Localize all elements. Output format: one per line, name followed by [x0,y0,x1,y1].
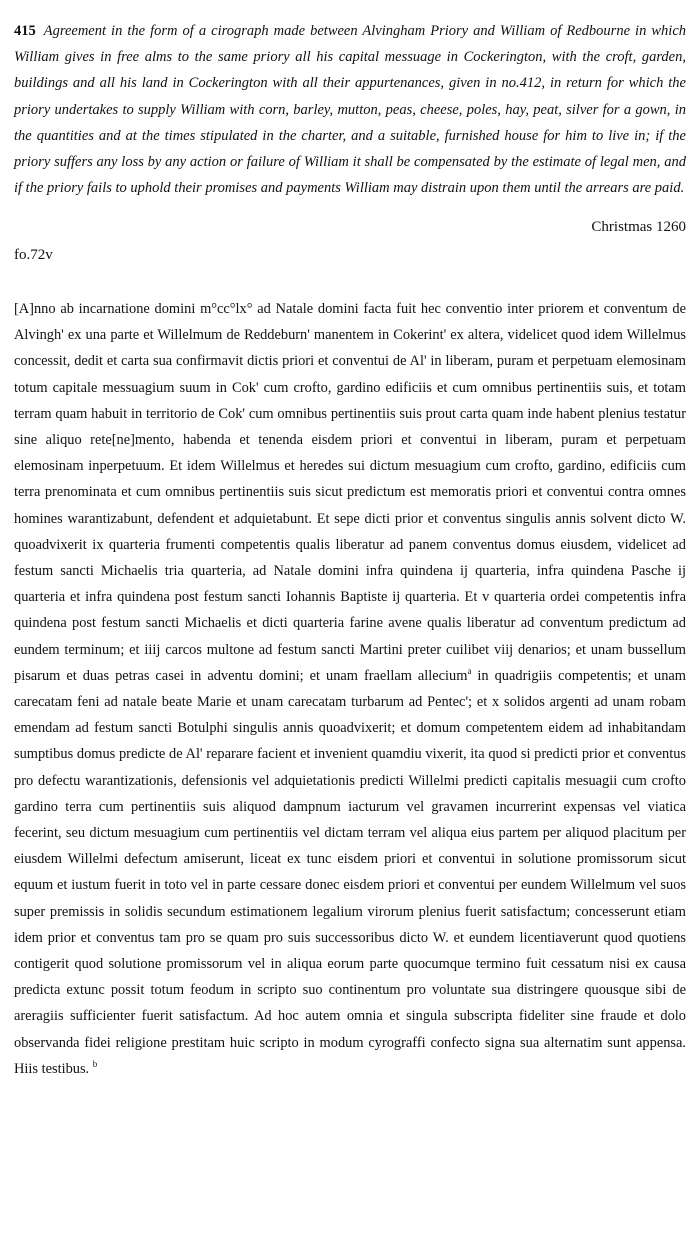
charter-text-part-2: in quadrigiis competentis; et unam carecatam feni ad natale beate Marie et unam carecatam turbarum ad Pentec'; et x solidos argenti ad unam robam emendam ad festum sancti Botulphi singulis annis quoadvixerit; et domum competentem eidem ad inhabitandam sumptibus domus predicte de Al' reparare facient et invenient quamdiu vixerit, ita quod si predicti prior et conventus pro defectu warantizationis, defensionis vel adquietationis predicti Willelmi predicti capitalis mesuagii cum crofto gardino terra cum pertinentiis suis aliquod dampnum iacturum vel gravamen incurrerint expensas vel viatica fecerint, seu dictum mesuagium cum pertinentiis vel dictam terram vel aliqua eius partem per aliquod placitum per eiusdem Willelmi defectum amiserunt, liceat ex tunc eisdem priori et conventui in solutione promissorum sicut equum et iustum fuerit in toto vel in parte cessare donec eisdem priori et conventui per eundem Willelmum vel suos super premissis in solidis secundum estimationem legalium virorum plenius fuerit satisfactum; concesserunt etiam idem prior et conventus tam pro se quam pro suis successoribus dicto W. et eundem licentiaverunt quod quotiens contigerit quod solutione promissorum vel in aliqua eorum parte quocumque termino fuit cessatum nisi ex causa predicta extunc possit totum feodum in scripto suo continentum pro voluntate sua distringere quousque sibi de areragiis sufficienter fuerit satisfactum. Ad hoc autem omnia et singula subscripta fideliter sine fraude et dolo observanda fidei religione prestitam huic scripto in modum cyrograffi confecto signa sua alternatim sunt appensa. Hiis testibus. [14,667,686,1077]
entry-number: 415 [14,23,36,39]
entry-summary-text: Agreement in the form of a cirograph made between Alvingham Priory and William of Redbourne in which William gives in free alms to the same priory all his capital messuage in Cockerington, with the croft, garden, buildings and all his land in Cockerington with all their appurtenances, given in no.412, in return for which the priory undertakes to supply William with corn, barley, mutton, peas, cheese, poles, hay, peat, silver for a gown, in the quantities and at the times stipulated in the charter, and a suitable, furnished house for him to live in; if the priory suffers any loss by any action or failure of William it shall be compensated by the estimate of legal men, and if the priory fails to uphold their promises and payments William may distrain upon them until the arrears are paid. [14,23,686,197]
entry-date: Christmas 1260 [591,219,686,235]
entry-summary [14,18,686,201]
footnote-marker-b: b [92,1059,98,1070]
footnote-marker-a: a [467,666,472,677]
charter-text-part-1: [A]nno ab incarnatione domini m°cc°lx° ad Natale domini facta fuit hec conventio inter priorem et conventum de Alvingh' ex una parte et Willelmum de Reddeburn' manentem in Cokerint' ex altera, videlicet quod idem Willelmus concessit, dedit et carta sua confirmavit dictis priori et conventui de Al' in liberam, puram et perpetuam elemosinam totum capitale messuagium suum in Cok' cum crofto, gardino edificiis et cum omnibus pertinentiis suis, et totam terram quam habuit in territorio de Cok' cum omnibus pertinentiis suis prout carta quam inde habent plenius testatur sine aliquo rete[ne]mento, habenda et tenenda eisdem priori et conventui in liberam, puram et perpetuam elemosinam inperpetuum. Et idem Willelmus et heredes sui dictum mesuagium cum crofto, gardino, edificiis cum terra prenominata et cum omnibus pertinentiis suis sicut predictum est memoratis priori et conventui contra omnes homines warantizabunt, defendent et adquietabunt. Et sepe dicti prior et conventus singulis annis solvent dicto W. quoadvixerit ix quarteria frumenti competentis qualis liberatur ad panem conventus domus eiusdem, videlicet ad festum sancti Michaelis tria quarteria, ad Natale domini infra quindena ij quarteria, infra quindena Pasche ij quarteria et infra quindena post festum sancti Iohannis Baptiste ij quarteria. Et v quarteria ordei competentis infra quindena post festum sancti Michaelis et dicti quarteria farine avene qualis liberatur ad conventum predictum ad eundem terminum; et iiij carcos multone ad festum sancti Martini preter cuilibet viij denarios; et unam bussellum pisarum et duas petras casei in adventu domini; et unam fraellam allecium [14,301,686,684]
folio-reference: fo.72v [14,247,53,263]
charter-text [14,296,686,1082]
